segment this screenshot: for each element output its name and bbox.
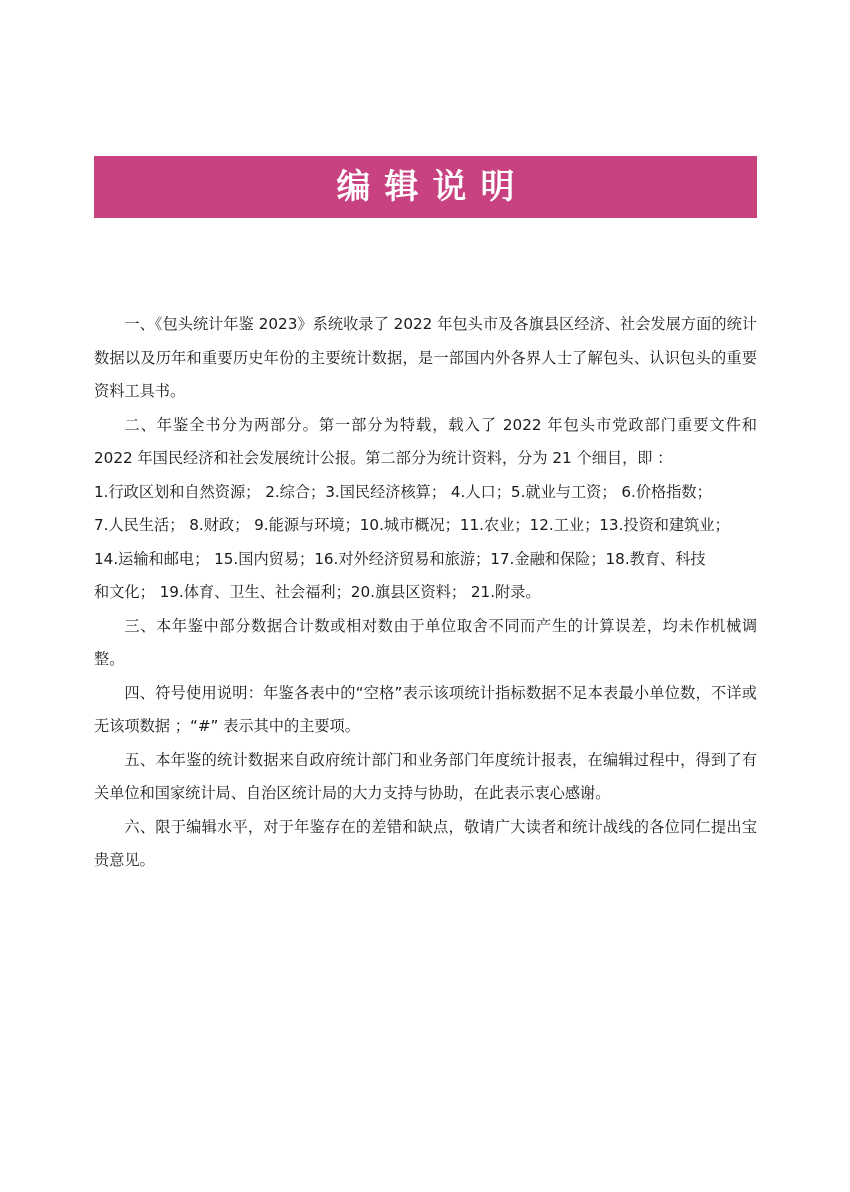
paragraph-2: 二、年鉴全书分为两部分。第一部分为特载，载入了 2022 年包头市党政部门重要文件和 2022 年国民经济和社会发展统计公报。第二部分为统计资料，分为 21 个细目，即 ： 1.行政区划和自然资源； 2.综合；3.国民经济核算； 4.人口；5.就业与工资； 6.价格指数； 7.人民生活； 8.财政； 9.能源与环境；10.城市概况；11.农业；12.工业；13.投资和建筑业； 14.运输和邮电； 15.国内贸易；16.对外经济贸易和旅游；17.金融和保险；18.教育、科技 和文化； 19.体育、卫生、社会福利；20.旗县区资料； 21.附录。 [94,415,757,601]
paragraph-1: 一、《包头统计年鉴 2023》系统收录了 2022 年包头市及各旗县区经济、社会发展方面的统计数据以及历年和重要历史年份的主要统计数据，是一部国内外各界人士了解包头、认识包头的重要资料工具书。 [94,315,757,400]
paragraph-5: 五、本年鉴的统计数据来自政府统计部门和业务部门年度统计报表，在编辑过程中，得到了有关单位和国家统计局、自治区统计局的大力支持与协助，在此表示衷心感谢。 [94,750,757,802]
paragraph-3: 三、本年鉴中部分数据合计数或相对数由于单位取舍不同而产生的计算误差，均未作机械调整。 [94,616,757,668]
title-banner [94,156,757,218]
explanation-body [94,308,757,878]
paragraph-6: 六、限于编辑水平，对于年鉴存在的差错和缺点，敬请广大读者和统计战线的各位同仁提出宝贵意见。 [94,817,757,869]
page-title: 编辑说明 [336,167,529,207]
paragraph-4: 四、符号使用说明：年鉴各表中的“空格”表示该项统计指标数据不足本表最小单位数，不详或无该项数据 ；“#” 表示其中的主要项。 [94,683,757,735]
